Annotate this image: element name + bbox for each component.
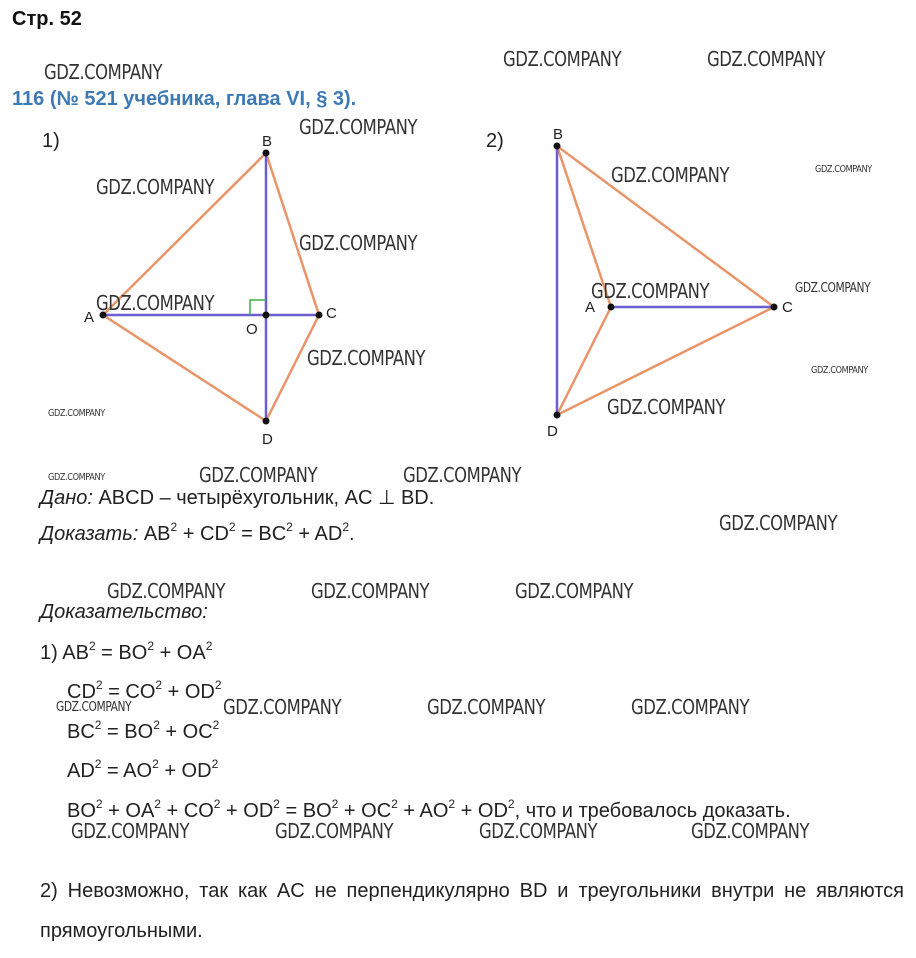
exp: 2: [95, 797, 103, 811]
page-label: Стр. 52: [12, 8, 82, 30]
label-o: O: [246, 321, 258, 338]
task-title: 116 (№ 521 учебника, глава VI, § 3).: [12, 88, 357, 110]
exp: 2: [154, 797, 161, 811]
watermark: GDZ.COMPANY: [719, 511, 838, 535]
watermark: GDZ.COMPANY: [199, 463, 318, 487]
term: = CO: [102, 681, 156, 703]
label-b-2: B: [553, 126, 564, 143]
term: + OD: [158, 760, 212, 782]
term: BO: [67, 800, 96, 822]
point-b: [263, 150, 270, 157]
proof-step-2: 2) Невозможно, так как AC не перпендикулярно BD и треугольники внутри не являются прямоугольными.: [40, 880, 904, 942]
term: AD: [67, 760, 95, 782]
exp: 2: [211, 757, 219, 771]
given-line: [40, 485, 434, 510]
proof-line-4: [67, 757, 219, 783]
exp: 2: [147, 639, 155, 653]
label-b: B: [262, 133, 273, 150]
watermark: GDZ.COMPANY: [427, 695, 546, 719]
term: + CO: [160, 800, 214, 822]
watermark: GDZ.COMPANY: [707, 47, 826, 71]
exp: 2: [88, 639, 96, 653]
exp: 2: [214, 678, 222, 692]
prove-end: .: [349, 523, 355, 545]
point-d: [263, 418, 270, 425]
term: + OA: [102, 800, 155, 822]
exp: 2: [228, 520, 236, 534]
step-1-prefix: 1): [40, 642, 63, 664]
label-c: C: [326, 305, 337, 322]
point-a-2: [608, 304, 615, 311]
given-text: ABCD – четырёхугольник, AC ⊥ BD.: [92, 487, 435, 509]
watermark: GDZ.COMPANY: [611, 163, 730, 187]
watermark: GDZ.COMPANY: [515, 579, 634, 603]
exp: 2: [94, 757, 102, 771]
watermark: GDZ.COMPANY: [811, 365, 868, 376]
figure-2-number: 2): [486, 130, 504, 152]
conclusion-text: , что и требовалось доказать.: [514, 800, 791, 822]
term: = AO: [101, 760, 153, 782]
exp: 2: [286, 520, 293, 534]
point-o: [263, 312, 270, 319]
watermark: GDZ.COMPANY: [275, 819, 394, 843]
term: + OC: [338, 800, 392, 822]
point-c: [316, 312, 323, 319]
exp: 2: [152, 757, 159, 771]
exp: 2: [273, 797, 280, 811]
label-a-2: A: [585, 299, 596, 316]
exp: 2: [94, 718, 102, 732]
term: = BO: [101, 721, 154, 743]
prove-lead: Доказать:: [40, 523, 139, 545]
watermark: GDZ.COMPANY: [96, 175, 215, 199]
exp: 2: [448, 797, 456, 811]
exp: 2: [170, 520, 178, 534]
watermark: GDZ.COMPANY: [223, 695, 342, 719]
watermark: GDZ.COMPANY: [299, 231, 418, 255]
exp: 2: [212, 718, 220, 732]
prove-ad: + AD: [292, 523, 343, 545]
exp: 2: [155, 678, 163, 692]
prove-ab: AB: [138, 523, 171, 545]
exp: 2: [95, 678, 103, 692]
term: + OC: [159, 721, 213, 743]
watermark: GDZ.COMPANY: [795, 281, 871, 296]
given-lead: Дано:: [40, 487, 93, 509]
term: + OD: [220, 800, 274, 822]
watermark: GDZ.COMPANY: [56, 700, 132, 715]
side-ad-2: [557, 307, 611, 415]
exp: 2: [507, 797, 515, 811]
watermark: GDZ.COMPANY: [96, 291, 215, 315]
watermark: GDZ.COMPANY: [591, 279, 710, 303]
watermark: GDZ.COMPANY: [311, 579, 430, 603]
watermark: GDZ.COMPANY: [107, 579, 226, 603]
watermark: GDZ.COMPANY: [631, 695, 750, 719]
term: + OD: [162, 681, 215, 703]
watermark: GDZ.COMPANY: [307, 346, 426, 370]
watermark: GDZ.COMPANY: [479, 819, 598, 843]
figure-1-number: 1): [42, 130, 60, 152]
proof-line-3: [67, 718, 220, 744]
watermark: GDZ.COMPANY: [503, 47, 622, 71]
point-c-2: [771, 304, 778, 311]
prove-cd: + CD: [177, 523, 229, 545]
term: CD: [67, 681, 96, 703]
watermark: GDZ.COMPANY: [71, 819, 190, 843]
term: = BO: [95, 642, 148, 664]
proof-line-1: [40, 639, 213, 665]
term: = BO: [279, 800, 332, 822]
point-b-2: [554, 143, 561, 150]
term: AB: [62, 642, 89, 664]
exp: 2: [331, 797, 339, 811]
term: BC: [67, 721, 95, 743]
watermark: GDZ.COMPANY: [48, 408, 105, 419]
label-d-2: D: [547, 423, 558, 440]
label-c-2: C: [782, 299, 793, 316]
watermark: GDZ.COMPANY: [691, 819, 810, 843]
label-d: D: [262, 431, 273, 448]
term: + OD: [455, 800, 508, 822]
proof-heading: Доказательство:: [40, 601, 208, 623]
watermark: GDZ.COMPANY: [44, 60, 163, 84]
label-a: A: [84, 309, 95, 326]
prove-bc: = BC: [235, 523, 287, 545]
prove-line: [40, 520, 355, 546]
watermark: GDZ.COMPANY: [815, 164, 872, 175]
exp: 2: [342, 520, 350, 534]
term: + AO: [397, 800, 449, 822]
watermark: GDZ.COMPANY: [403, 463, 522, 487]
exp: 2: [153, 718, 160, 732]
exp: 2: [205, 639, 213, 653]
term: + OA: [154, 642, 206, 664]
watermark: GDZ.COMPANY: [607, 395, 726, 419]
point-d-2: [554, 412, 561, 419]
side-da: [103, 315, 266, 421]
watermark: GDZ.COMPANY: [48, 472, 105, 483]
exp: 2: [213, 797, 221, 811]
watermark: GDZ.COMPANY: [299, 115, 418, 139]
exp: 2: [391, 797, 398, 811]
